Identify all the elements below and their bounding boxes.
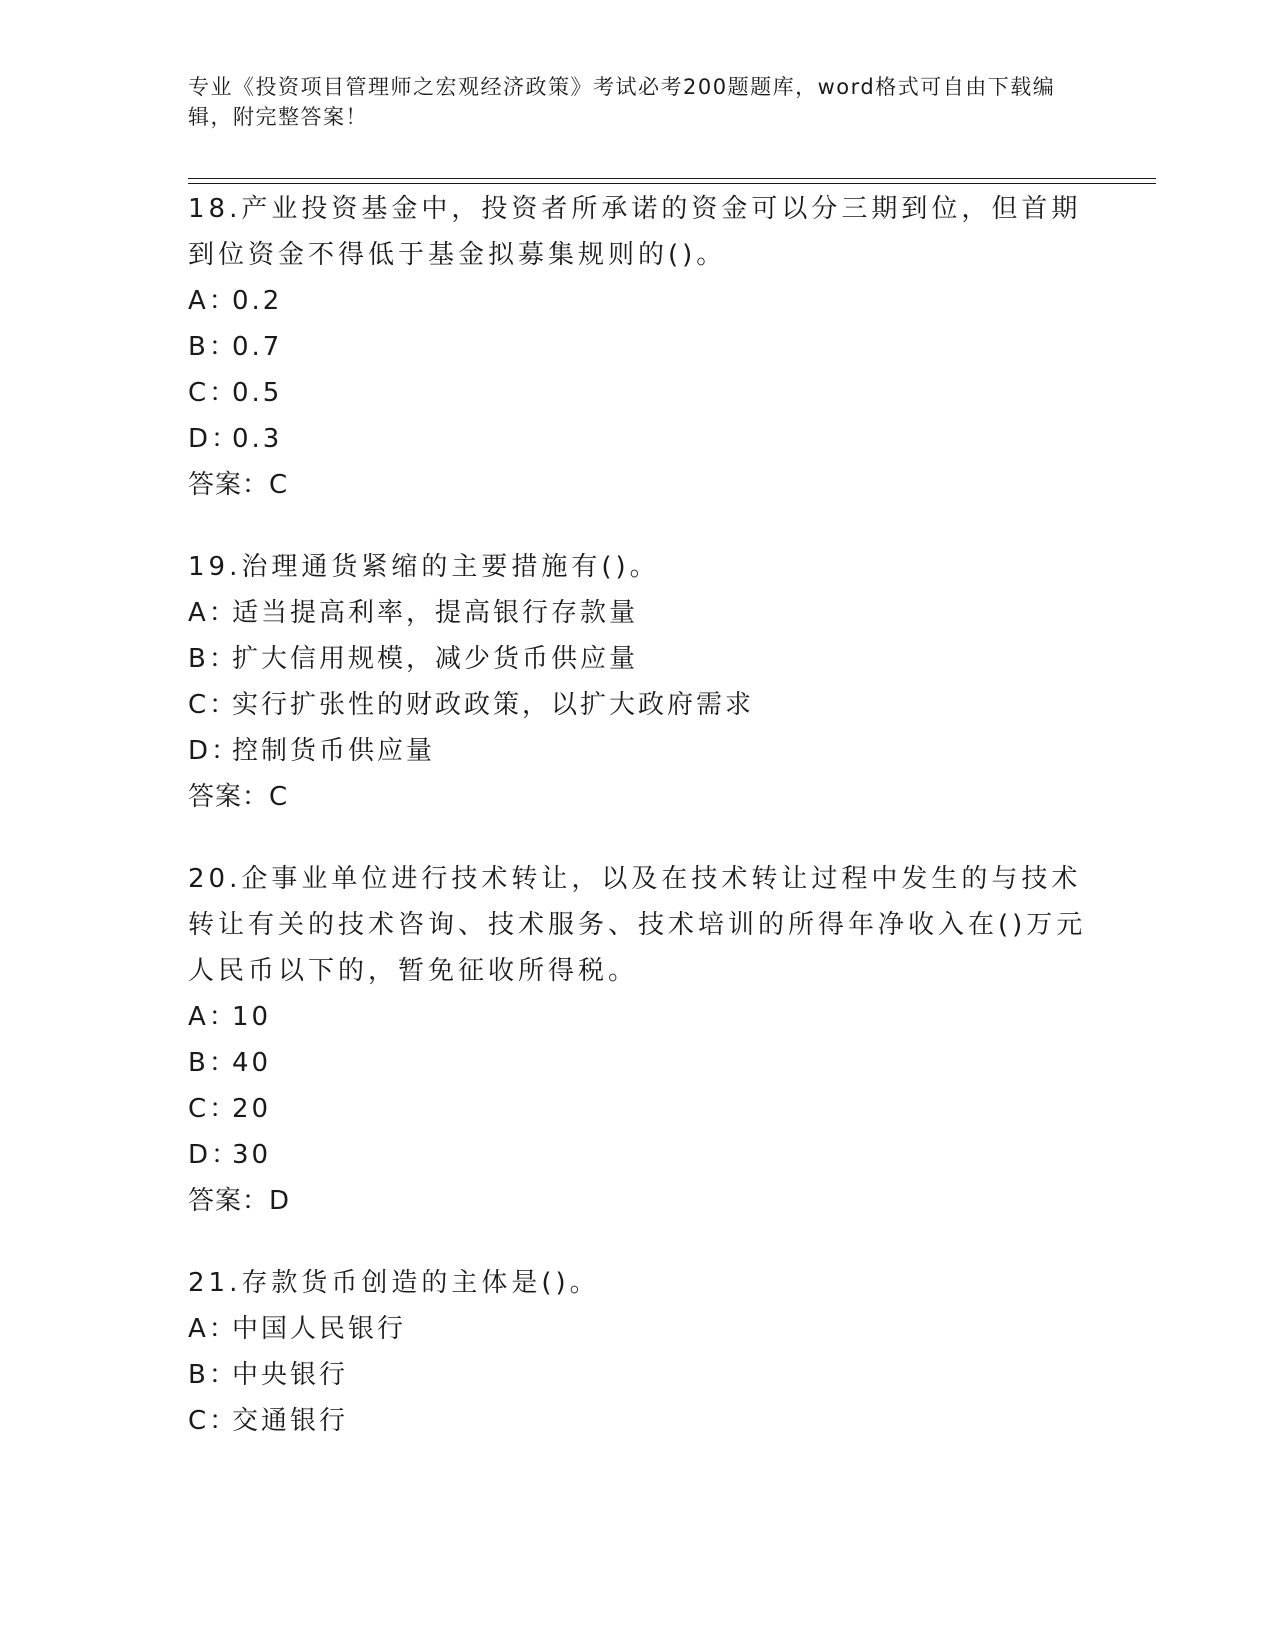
option-key: B： [188, 644, 238, 674]
option-text: 扩大信用规模，减少货币供应量 [232, 644, 639, 674]
option-text: 20 [232, 1094, 272, 1124]
option-a [188, 994, 1088, 1040]
option-text: 实行扩张性的财政政策，以扩大政府需求 [232, 690, 755, 720]
question-21 [188, 1260, 1088, 1444]
question-19 [188, 544, 1088, 820]
option-key: D： [188, 736, 241, 766]
question-stem: 20.企事业单位进行技术转让，以及在技术转让过程中发生的与技术转让有关的技术咨询、技术服务、技术培训的所得年净收入在()万元人民币以下的，暂免征收所得税。 [188, 864, 1087, 986]
option-key: A： [188, 1314, 238, 1344]
option-a [188, 278, 1088, 324]
option-key: C： [188, 1406, 239, 1436]
answer-line: 答案：C [188, 470, 289, 500]
answer-line: 答案：C [188, 782, 289, 812]
option-b [188, 636, 1088, 682]
question-stem: 21.存款货币创造的主体是()。 [188, 1268, 600, 1298]
option-text: 0.5 [232, 378, 283, 408]
option-key: D： [188, 1140, 241, 1170]
option-d [188, 728, 1088, 774]
document-header: 专业《投资项目管理师之宏观经济政策》考试必考200题题库，word格式可自由下载编辑，附完整答案！ [188, 75, 1056, 129]
option-key: B： [188, 1360, 238, 1390]
option-key: C： [188, 1094, 239, 1124]
header-divider-top [188, 178, 1156, 179]
header-divider-bottom [188, 183, 1156, 184]
option-key: A： [188, 1002, 238, 1032]
option-key: B： [188, 332, 238, 362]
option-text: 10 [232, 1002, 272, 1032]
option-text: 中国人民银行 [232, 1314, 407, 1344]
option-b [188, 1040, 1088, 1086]
option-text: 0.3 [232, 424, 283, 454]
question-list [188, 186, 1088, 1480]
option-b [188, 1352, 1088, 1398]
option-c [188, 370, 1088, 416]
option-key: A： [188, 286, 238, 316]
option-text: 0.2 [232, 286, 283, 316]
question-20 [188, 856, 1088, 1224]
option-text: 控制货币供应量 [232, 736, 436, 766]
option-d [188, 1132, 1088, 1178]
option-c [188, 1398, 1088, 1444]
question-18 [188, 186, 1088, 508]
option-c [188, 1086, 1088, 1132]
option-b [188, 324, 1088, 370]
option-text: 0.7 [232, 332, 283, 362]
option-key: B： [188, 1048, 238, 1078]
option-key: C： [188, 690, 239, 720]
option-key: C： [188, 378, 239, 408]
option-text: 中央银行 [232, 1360, 349, 1390]
option-a [188, 590, 1088, 636]
question-stem: 18.产业投资基金中，投资者所承诺的资金可以分三期到位，但首期到位资金不得低于基金拟募集规则的()。 [188, 194, 1082, 270]
answer-line: 答案：D [188, 1186, 291, 1216]
option-d [188, 416, 1088, 462]
option-a [188, 1306, 1088, 1352]
question-stem: 19.治理通货紧缩的主要措施有()。 [188, 552, 660, 582]
option-text: 30 [232, 1140, 272, 1170]
option-text: 适当提高利率，提高银行存款量 [232, 598, 639, 628]
option-text: 40 [232, 1048, 272, 1078]
option-key: A： [188, 598, 238, 628]
option-key: D： [188, 424, 241, 454]
option-c [188, 682, 1088, 728]
option-text: 交通银行 [232, 1406, 349, 1436]
